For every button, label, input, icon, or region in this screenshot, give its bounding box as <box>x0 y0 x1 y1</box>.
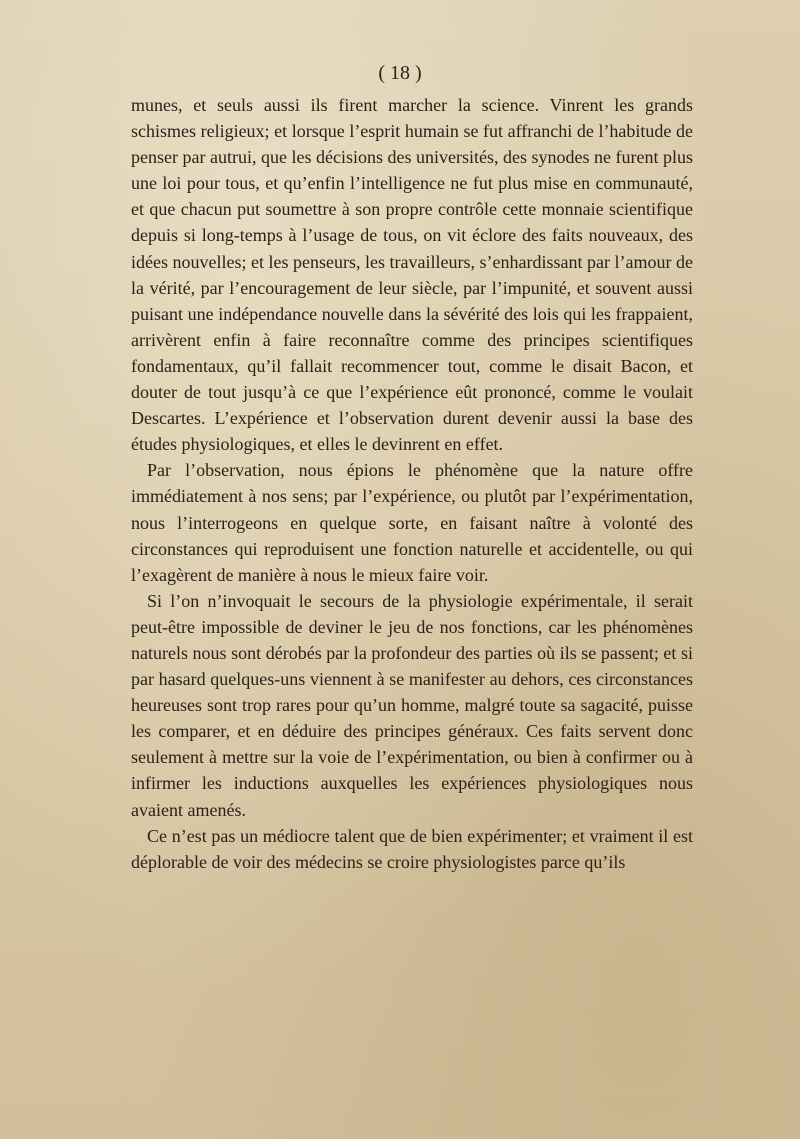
paragraph-3: Si l’on n’invoquait le secours de la physiologie expérimentale, il serait peut-être impossible de deviner le jeu de nos fonctions, car les phénomènes naturels nous sont dérobés par la profondeur des parties où ils se passent; et si par hasard quelques-uns viennent à se manifester au dehors, ces circonstances heureuses sont trop rares pour qu’un homme, malgré toute sa sagacité, puisse les comparer, et en déduire des principes généraux. Ces faits servent donc seulement à mettre sur la voie de l’expérimentation, ou bien à confirmer ou à infirmer les inductions auxquelles les expériences physiologiques nous avaient amenés. <box>131 590 693 820</box>
paragraph-4: Ce n’est pas un médiocre talent que de bien expérimenter; et vraiment il est déplorable de voir des médecins se croire physiologistes parce qu’ils <box>131 825 693 872</box>
paragraph-1: munes, et seuls aussi ils firent marcher la science. Vinrent les grands schismes religieux; et lorsque l’esprit humain se fut affranchi de l’habitude de penser par autrui, que les décisions des universités, des synodes ne furent plus une loi pour tous, et qu’enfin l’intelligence ne fut plus mise en communauté, et que chacun put soumettre à son propre contrôle cette monnaie scientifique depuis si long-temps à l’usage de tous, on vit éclore des faits nouveaux, des idées nouvelles; et les penseurs, les travailleurs, s’enhardissant par l’amour de la vérité, par l’encouragement de leur siècle, par l’impunité, et souvent aussi puisant une indépendance nouvelle dans la sévérité des lois qui les frappaient, arrivèrent enfin à faire reconnaître comme des principes scientifiques fondamentaux, qu’il fallait recommencer tout, comme le disait Bacon, et douter de tout jusqu’à ce que l’expérience eût prononcé, comme le voulait Descartes. L’expérience et l’observation durent devenir aussi la base des études physiologiques, et elles le devinrent en effet. <box>131 95 693 455</box>
paragraph-2: Par l’observation, nous épions le phénomène que la nature offre immédiatement à nos sens; par l’expérience, ou plutôt par l’expérimentation, nous l’interrogeons en quelque sorte, en faisant naître à volonté des circonstances qui reproduisent une fonction naturelle et accidentelle, ou qui l’exagèrent de manière à nous le mieux faire voir. <box>131 460 693 585</box>
page-number: ( 18 ) <box>378 62 422 84</box>
body-text <box>131 92 693 875</box>
